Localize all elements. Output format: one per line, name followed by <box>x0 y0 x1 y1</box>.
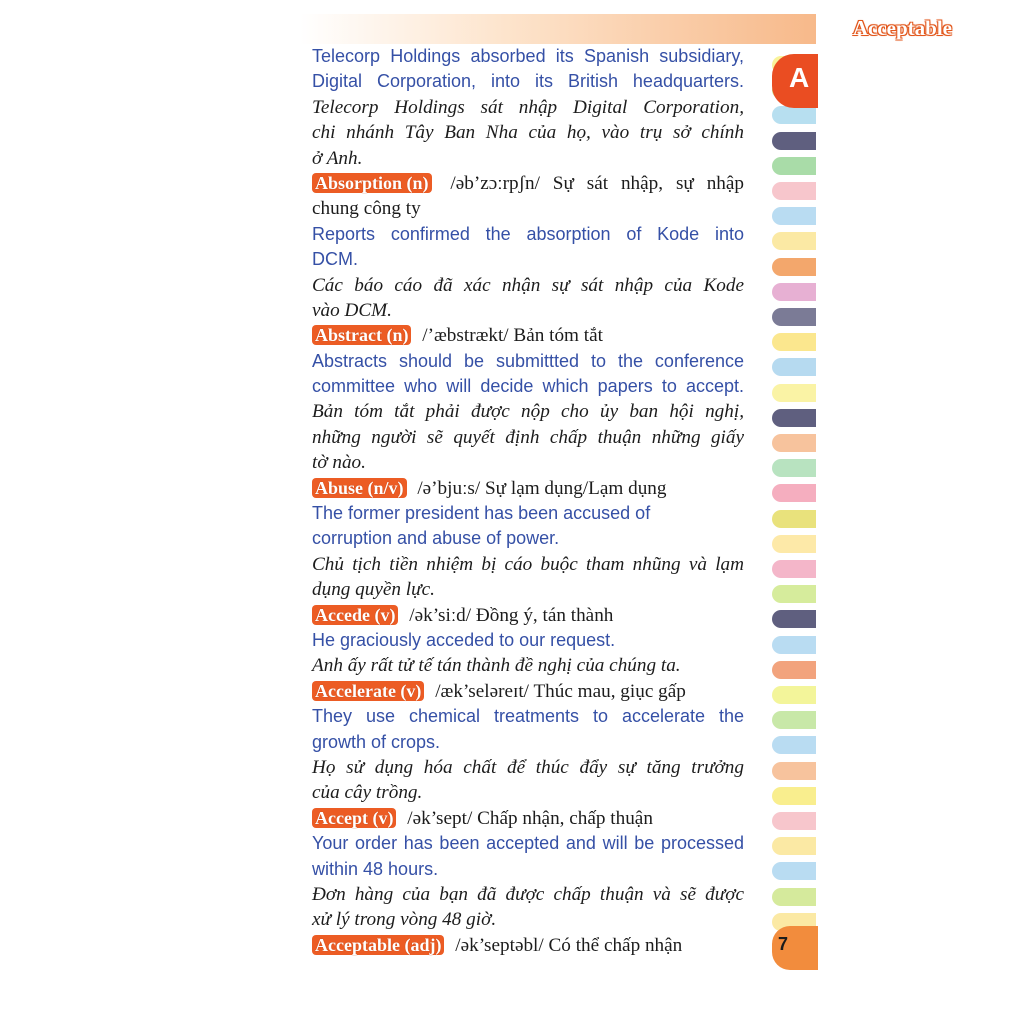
example-vietnamese-line <box>312 120 744 145</box>
headword: Accelerate (v) <box>312 681 424 701</box>
line-text: Anh ấy rất tử tế tán thành đề nghị của chúng ta. <box>312 655 681 677</box>
headword: Accept (v) <box>312 808 396 828</box>
example-vietnamese-line <box>312 146 744 171</box>
line-text: Họ sử dụng hóa chất để thúc đẩy sự tăng trưởng <box>312 756 744 778</box>
example-vietnamese-line <box>312 425 744 450</box>
entry-line <box>312 171 744 196</box>
letter-tab[interactable] <box>772 636 816 654</box>
entry-line <box>312 323 744 348</box>
example-english-line <box>312 730 744 755</box>
line-text: của cây trồng. <box>312 782 423 804</box>
entry-line <box>312 933 744 958</box>
example-vietnamese-line <box>312 907 744 932</box>
headword: Acceptable (adj) <box>312 935 444 955</box>
line-text: The former president has been accused of <box>312 503 651 524</box>
example-english-line <box>312 349 744 374</box>
line-text: Reports confirmed the absorption of Kode into <box>312 223 744 244</box>
letter-tab[interactable] <box>772 787 816 805</box>
line-text: vào DCM. <box>312 299 392 321</box>
headword: Absorption (n) <box>312 173 432 193</box>
header-band <box>300 14 816 44</box>
example-english-line <box>312 704 744 729</box>
letter-tab[interactable] <box>772 661 816 679</box>
example-english-line <box>312 831 744 856</box>
example-vietnamese-line <box>312 298 744 323</box>
letter-tab[interactable] <box>772 762 816 780</box>
letter-tab[interactable] <box>772 232 816 250</box>
example-english-line <box>312 857 744 882</box>
line-text: Your order has been accepted and will be processed <box>312 833 744 854</box>
letter-tab[interactable] <box>772 409 816 427</box>
letter-tab[interactable] <box>772 736 816 754</box>
running-header-word: Acceptable <box>852 16 952 40</box>
example-english-line <box>312 69 744 94</box>
example-english-line <box>312 501 744 526</box>
line-text: DCM. <box>312 249 358 270</box>
example-vietnamese-line <box>312 577 744 602</box>
example-vietnamese-line <box>312 399 744 424</box>
letter-tab[interactable] <box>772 157 816 175</box>
line-text: tờ nào. <box>312 452 366 474</box>
line-text: Abstracts should be submittted to the conference <box>312 350 744 371</box>
letter-tab[interactable] <box>772 510 816 528</box>
letter-tab[interactable] <box>772 132 816 150</box>
letter-tab[interactable] <box>772 182 816 200</box>
entry-line <box>312 806 744 831</box>
letter-tab[interactable] <box>772 258 816 276</box>
definition-line <box>312 196 744 221</box>
line-text: /ək’sept/ Chấp nhận, chấp thuận <box>402 807 653 829</box>
line-text: Đơn hàng của bạn đã được chấp thuận và sẽ được <box>312 883 744 905</box>
example-english-line <box>312 247 744 272</box>
letter-tab[interactable] <box>772 812 816 830</box>
example-english-line <box>312 628 744 653</box>
example-vietnamese-line <box>312 552 744 577</box>
letter-tab[interactable] <box>772 711 816 729</box>
example-english-line <box>312 526 744 551</box>
letter-tab[interactable] <box>772 207 816 225</box>
line-text: /ək’siːd/ Đồng ý, tán thành <box>404 604 614 626</box>
example-english-line <box>312 44 744 69</box>
example-vietnamese-line <box>312 882 744 907</box>
line-text: /ə’bjuːs/ Sự lạm dụng/Lạm dụng <box>412 477 667 499</box>
headword: Abstract (n) <box>312 325 411 345</box>
active-letter-label: A <box>789 62 810 93</box>
entry-line <box>312 603 744 628</box>
line-text: They use chemical treatments to accelerate the <box>312 706 744 727</box>
letter-tab[interactable] <box>772 459 816 477</box>
letter-tab[interactable] <box>772 535 816 553</box>
letter-tab[interactable] <box>772 358 816 376</box>
line-text: chung công ty <box>312 198 421 220</box>
line-text: growth of crops. <box>312 731 441 752</box>
line-text: Digital Corporation, into its British headquarters. <box>312 71 744 92</box>
entry-line <box>312 476 744 501</box>
page-number: 7 <box>778 934 789 954</box>
example-vietnamese-line <box>312 780 744 805</box>
letter-tab[interactable] <box>772 862 816 880</box>
line-text: xử lý trong vòng 48 giờ. <box>312 909 497 931</box>
letter-tab[interactable] <box>772 560 816 578</box>
example-vietnamese-line <box>312 95 744 120</box>
line-text: /’æbstrækt/ Bản tóm tắt <box>417 325 603 347</box>
line-text: Telecorp Holdings sát nhập Digital Corporation, <box>312 96 744 118</box>
letter-tab[interactable] <box>772 434 816 452</box>
letter-tab[interactable] <box>772 888 816 906</box>
line-text: Chủ tịch tiền nhiệm bị cáo buộc tham nhũng và lạm <box>312 553 744 575</box>
letter-tab[interactable] <box>772 484 816 502</box>
example-vietnamese-line <box>312 273 744 298</box>
line-text: /ək’septəbl/ Có thể chấp nhận <box>450 934 683 956</box>
entry-line <box>312 679 744 704</box>
letter-tab[interactable] <box>772 837 816 855</box>
line-text: Bản tóm tắt phải được nộp cho ủy ban hội nghị, <box>312 401 744 423</box>
example-vietnamese-line <box>312 653 744 678</box>
line-text: committee who will decide which papers to accept. <box>312 376 744 397</box>
letter-tab[interactable] <box>772 585 816 603</box>
letter-tab[interactable] <box>772 308 816 326</box>
line-text: những người sẽ quyết định chấp thuận những giấy <box>312 426 744 448</box>
example-vietnamese-line <box>312 450 744 475</box>
example-vietnamese-line <box>312 755 744 780</box>
headword: Abuse (n/v) <box>312 478 407 498</box>
letter-tab[interactable] <box>772 333 816 351</box>
example-english-line <box>312 222 744 247</box>
entries-column <box>312 44 744 958</box>
line-text: within 48 hours. <box>312 858 439 879</box>
headword: Accede (v) <box>312 605 398 625</box>
line-text: Các báo cáo đã xác nhận sự sát nhập của Kode <box>312 274 744 296</box>
letter-tab[interactable] <box>772 384 816 402</box>
letter-tab[interactable] <box>772 106 816 124</box>
letter-tab[interactable] <box>772 283 816 301</box>
line-text: Telecorp Holdings absorbed its Spanish subsidiary, <box>312 46 744 66</box>
letter-tab[interactable] <box>772 610 816 628</box>
line-text: He graciously acceded to our request. <box>312 629 616 650</box>
line-text: corruption and abuse of power. <box>312 528 560 549</box>
line-text: /æk’seləreɪt/ Thúc mau, giục gấp <box>430 680 686 702</box>
line-text: ở Anh. <box>312 147 363 169</box>
letter-tab[interactable] <box>772 686 816 704</box>
line-text: /əb’zɔːrpʃn/ Sự sát nhập, sự nhập <box>437 172 744 194</box>
line-text: dụng quyền lực. <box>312 579 435 601</box>
line-text: chi nhánh Tây Ban Nha của họ, vào trụ sở chính <box>312 122 744 144</box>
example-english-line <box>312 374 744 399</box>
